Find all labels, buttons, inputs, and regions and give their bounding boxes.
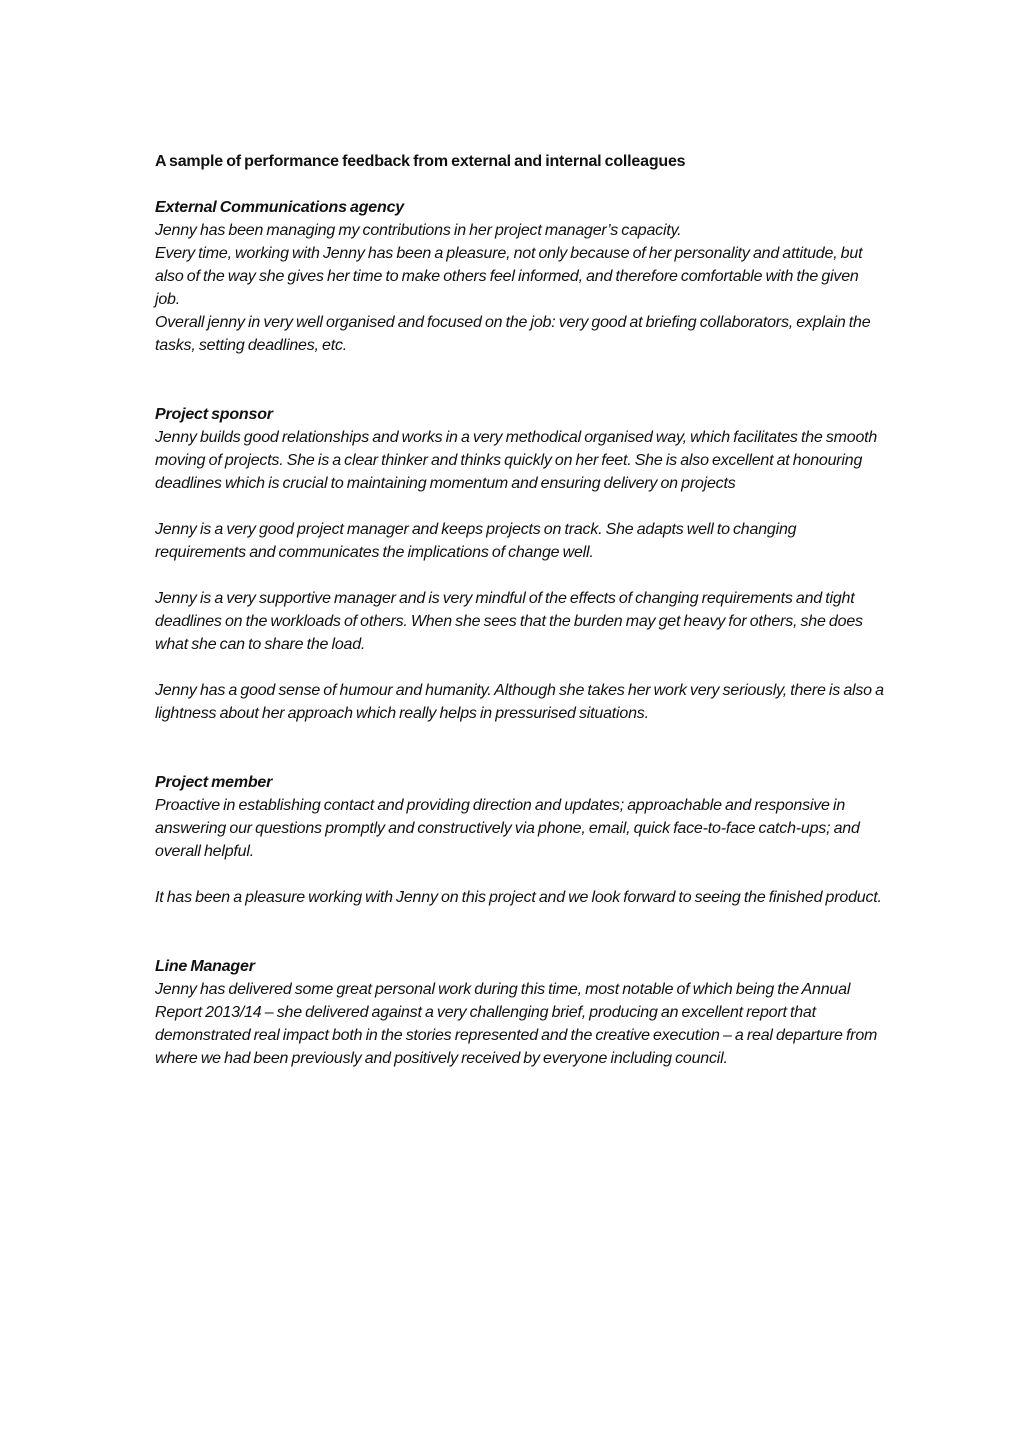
section-paragraph: Jenny has a good sense of humour and humanity. Although she takes her work very seriously, there is also a lightness about her approach which really helps in pressurised situations.	[155, 682, 884, 722]
document-title: A sample of performance feedback from external and internal colleagues	[155, 153, 686, 170]
section-paragraph: Jenny has been managing my contributions in her project manager’s capacity.	[155, 222, 682, 239]
spacer	[155, 357, 885, 403]
section-heading: Line Manager	[155, 958, 255, 975]
spacer	[155, 173, 885, 196]
section-paragraph: Jenny is a very supportive manager and is very mindful of the effects of changing requirements and tight deadlines on the workloads of others. When she sees that the burden may get heavy for others, she does what she can to share the load.	[155, 590, 863, 653]
spacer	[155, 909, 885, 955]
section-paragraph: Jenny has delivered some great personal work during this time, most notable of which being the Annual Report 2013/14 – she delivered against a very challenging brief, producing an excellent report that demonstrated real impact both in the stories represented and the creative execution – a real departure from where we had been previously and positively received by everyone including council.	[155, 981, 878, 1067]
section-heading: External Communications agency	[155, 199, 404, 216]
section-paragraph: Jenny is a very good project manager and keeps projects on track. She adapts well to changing requirements and communicates the implications of change well.	[155, 521, 797, 561]
section-paragraph: Overall jenny in very well organised and focused on the job: very good at briefing collaborators, explain the tasks, setting deadlines, etc.	[155, 314, 871, 354]
spacer	[155, 656, 885, 679]
section-paragraph: It has been a pleasure working with Jenny on this project and we look forward to seeing the finished product.	[155, 889, 882, 906]
spacer	[155, 495, 885, 518]
spacer	[155, 863, 885, 886]
section-project-sponsor	[155, 403, 885, 725]
section-paragraph: Proactive in establishing contact and providing direction and updates; approachable and responsive in answering our questions promptly and constructively via phone, email, quick face-to-face catch-ups; and overall helpful.	[155, 797, 860, 860]
spacer	[155, 725, 885, 771]
section-project-member	[155, 771, 885, 909]
spacer	[155, 564, 885, 587]
section-heading: Project sponsor	[155, 406, 273, 423]
section-external-communications-agency	[155, 196, 885, 357]
section-paragraph: Every time, working with Jenny has been a pleasure, not only because of her personality and attitude, but also of the way she gives her time to make others feel informed, and therefore comfortable with the given job.	[155, 245, 863, 308]
section-line-manager	[155, 955, 885, 1070]
document-content	[155, 150, 885, 1070]
section-paragraph: Jenny builds good relationships and works in a very methodical organised way, which facilitates the smooth moving of projects. She is a clear thinker and thinks quickly on her feet. She is also excellent at honouring deadlines which is crucial to maintaining momentum and ensuring delivery on projects	[155, 429, 878, 492]
section-heading: Project member	[155, 774, 273, 791]
